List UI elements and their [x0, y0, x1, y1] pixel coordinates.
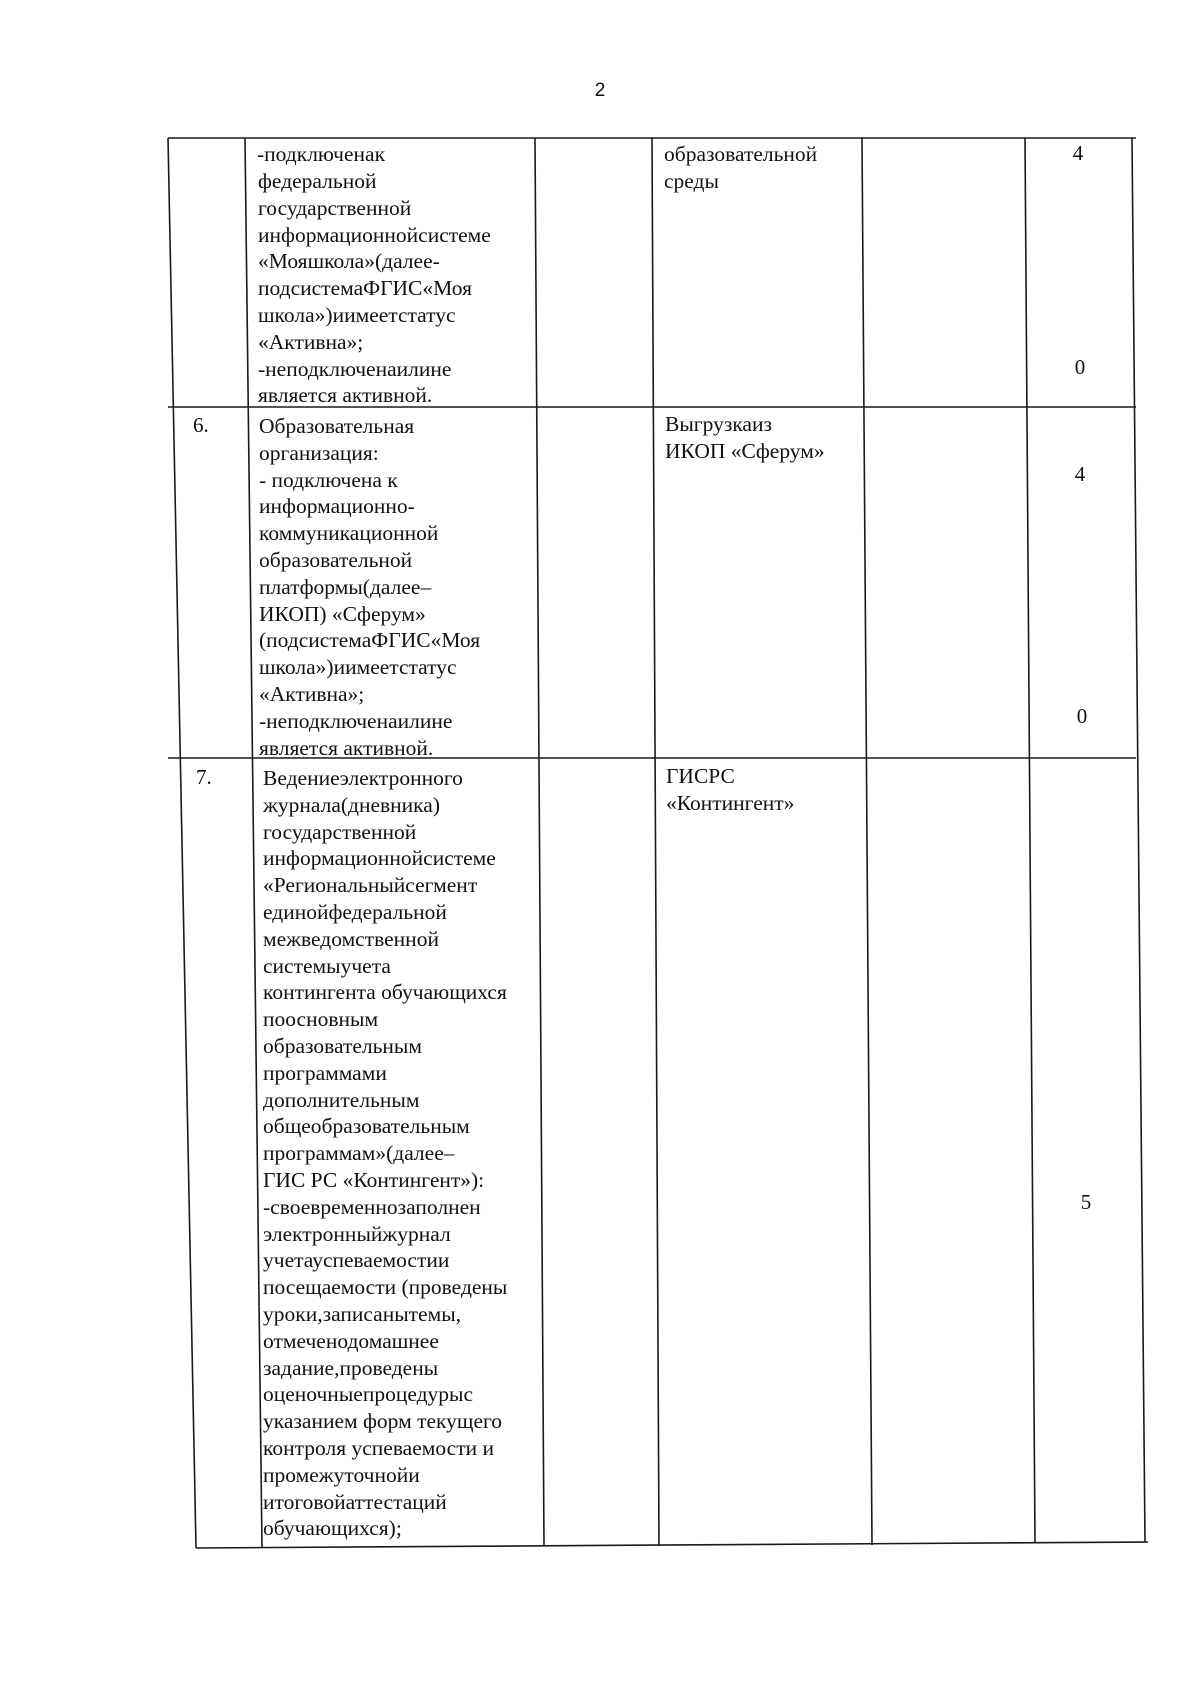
row-7-points: 5: [1080, 1190, 1092, 1214]
text-line: школа»)иимеетстатус: [259, 655, 457, 680]
text-line: единойфедеральной: [263, 899, 447, 924]
text-line: системыучета: [263, 953, 391, 978]
column-border: [862, 138, 872, 1545]
row-1-criterion: -подключенак: [257, 142, 386, 166]
text-line: среды: [664, 168, 719, 193]
column-border: [168, 138, 196, 1548]
text-line: ГИС РС «Контингент»):: [263, 1167, 485, 1192]
text-line: Выгрузкаиз: [665, 412, 772, 436]
text-line: программам»(далее–: [263, 1141, 455, 1166]
text-line: «Региональныйсегмент: [263, 873, 478, 898]
text-line: организация:: [259, 440, 379, 465]
row-6-points-yes: 4: [1074, 462, 1086, 486]
text-line: ГИСРС: [666, 764, 735, 788]
row-7-source: [666, 763, 856, 817]
row-6-criterion: [259, 413, 525, 761]
text-line: электронныйжурнал: [263, 1221, 451, 1246]
row-6-source: [665, 411, 867, 465]
text-line: подсистемаФГИС«Моя: [258, 276, 472, 301]
text-line: задание,проведены: [263, 1355, 439, 1380]
text-line: образовательной: [664, 142, 818, 166]
text-line: -своевременнозаполнен: [263, 1194, 481, 1219]
column-border: [652, 138, 659, 1546]
text-line: посещаемости (проведены: [263, 1275, 508, 1300]
text-line: - подключена к: [259, 467, 398, 492]
text-line: платформы(далее–: [259, 574, 432, 599]
text-line: «Мояшкола»(далее-: [258, 249, 440, 274]
text-line: информационнойсистеме: [258, 222, 491, 247]
row-1-points-no: 0: [1074, 355, 1086, 379]
column-border: [535, 138, 544, 1546]
text-line: «Активна»;: [258, 329, 364, 354]
text-line: общеобразовательным: [263, 1114, 470, 1139]
row-1-points-yes: 4: [1072, 141, 1084, 165]
text-line: итоговойаттестаций: [263, 1489, 447, 1514]
text-line: коммуникационной: [259, 521, 439, 546]
row-1-source: [664, 141, 864, 195]
text-line: Ведениеэлектронного: [263, 766, 463, 790]
row-7-number: 7.: [196, 765, 212, 789]
column-border: [1132, 138, 1145, 1542]
text-line: (подсистемаФГИС«Моя: [259, 628, 481, 653]
text-line: является активной.: [258, 383, 433, 408]
text-line: дополнительным: [263, 1087, 420, 1112]
text-line: -неподключенаилине: [258, 356, 452, 381]
text-line: поосновным: [263, 1007, 379, 1032]
text-line: промежуточнойи: [263, 1462, 420, 1487]
text-line: программами: [263, 1060, 387, 1085]
text-line: Образовательная: [259, 414, 415, 438]
text-line: образовательным: [263, 1033, 422, 1058]
text-line: указанием форм текущего: [263, 1409, 503, 1434]
row-6-points-no: 0: [1076, 704, 1088, 728]
text-line: государственной: [263, 819, 417, 844]
text-line: информационно-: [259, 494, 415, 519]
page-number: 2: [594, 80, 606, 101]
text-line: межведомственной: [263, 926, 439, 951]
row-7-criterion: [263, 765, 529, 1542]
text-line: обучающихся);: [263, 1516, 402, 1541]
text-line: контингента обучающихся: [263, 980, 507, 1005]
row-1-criterion-body: [258, 168, 523, 409]
text-line: образовательной: [259, 547, 413, 572]
column-border: [1025, 138, 1035, 1543]
text-line: является активной.: [259, 735, 434, 760]
text-line: «Активна»;: [259, 681, 365, 706]
text-line: уроки,записанытемы,: [263, 1301, 462, 1326]
text-line: ИКОП) «Сферум»: [259, 601, 426, 626]
text-line: отмеченодомашнее: [263, 1328, 439, 1353]
text-line: -неподключенаилине: [259, 708, 453, 733]
text-line: учетауспеваемостии: [263, 1248, 450, 1273]
text-line: информационнойсистеме: [263, 846, 496, 871]
text-line: контроля успеваемости и: [263, 1435, 494, 1460]
text-line: «Контингент»: [666, 790, 795, 815]
text-line: государственной: [258, 195, 412, 220]
text-line: оценочныепроцедурыс: [263, 1382, 474, 1407]
text-line: школа»)иимеетстатус: [258, 302, 456, 327]
row-6-number: 6.: [193, 413, 209, 437]
text-line: журнала(дневника): [263, 792, 441, 817]
table-bottom-border: [196, 1542, 1148, 1548]
text-line: федеральной: [258, 169, 377, 193]
text-line: ИКОП «Сферум»: [665, 438, 825, 463]
